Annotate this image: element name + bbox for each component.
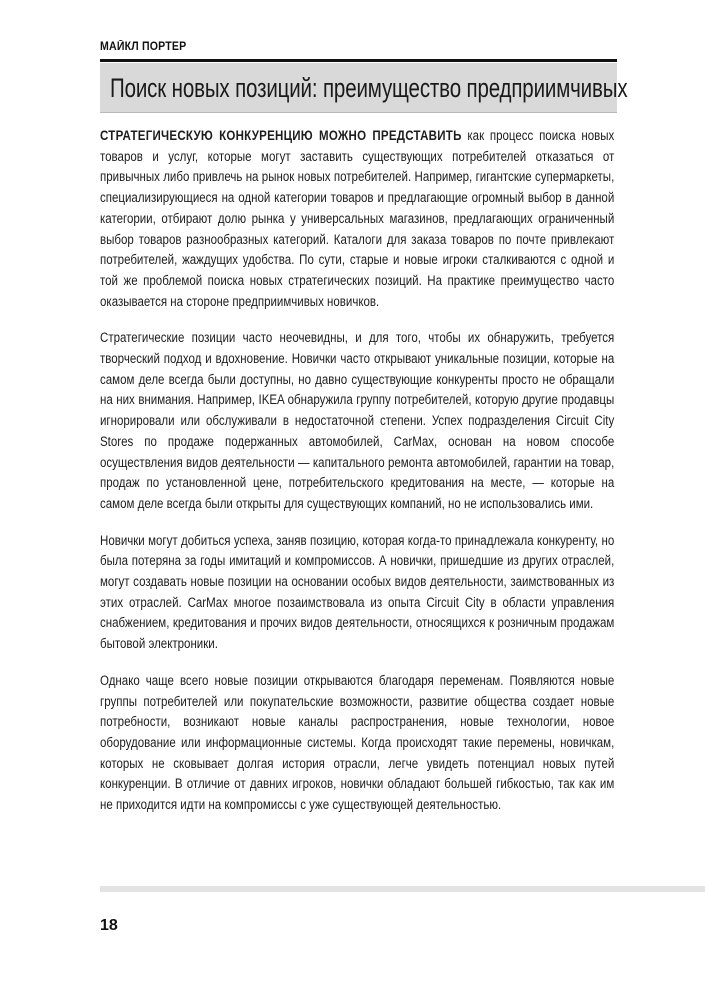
header-rule — [100, 59, 617, 62]
paragraph-1-lead: СТРАТЕГИЧЕСКУЮ КОНКУРЕНЦИЮ МОЖНО ПРЕДСТАВИТЬ — [100, 128, 462, 143]
footer-band — [100, 886, 705, 892]
paragraph-1-text: как процесс поиска новых товаров и услуг, которые могут заставить существующих потребителей отказаться от привычных либо привлечь на рынок новых потребителей. Например, гигантские супермаркеты, специализирующиеся на одной категории товаров и предлагающие огромный выбор в данной категории, отбирают долю рынка у универсальных магазинов, предлагающих ограниченный выбор товаров разнообразных категорий. Каталоги для заказа товаров по почте привлекают потребителей, жаждущих удобства. По сути, старые и новые игроки сталкиваются с одной и той же проблемой поиска новых стратегических позиций. На практике преимущество часто оказывается на стороне предприимчивых новичков. — [100, 128, 615, 309]
paragraph-2: Стратегические позиции часто неочевидны, и для того, чтобы их обнаружить, требуется творческий подход и вдохновение. Новички часто открывают уникальные позиции, которые на самом деле всегда были доступны, но давно существующие конкуренты просто не обращали на них внимания. Например, IKEA обнаружила группу потребителей, которую другие продавцы игнорировали или обслуживали в недостаточной степени. Успех подразделения Circuit City Stores по продаже подержанных автомобилей, CarMax, основан на новом способе осуществления видов деятельности — капитального ремонта автомобилей, гарантии на товар, продаж по установленной цене, потребительского кредитования на месте, — которые на самом деле всегда были открыты для существующих компаний, но не использовались ими. — [100, 330, 615, 511]
paragraph-3: Новички могут добиться успеха, заняв позицию, которая когда-то принадлежала конкуренту, но была потеряна за годы имитаций и компромиссов. А новички, пришедшие из других отраслей, могут создавать новые позиции на основании особых видов деятельности, заимствованных из этих отраслей. CarMax многое позаимствовала из опыта Circuit City в области управления снабжением, кредитования и прочих видов деятельности, относящихся к розничным продажам бытовой электроники. — [100, 532, 615, 652]
section-banner — [100, 63, 628, 113]
section-title: Поиск новых позиций: преимущество предприимчивых — [110, 73, 628, 103]
running-head: МАЙКЛ ПОРТЕР — [100, 41, 187, 53]
paragraph-1 — [100, 126, 614, 312]
paragraph-4: Однако чаще всего новые позиции открываются благодаря переменам. Появляются новые группы потребителей или покупательские возможности, развитие общества создает новые потребности, возникают новые каналы распространения, новые технологии, новое оборудование или информационные системы. Когда происходят такие перемены, новичкам, которых не сковывает долгая история отрасли, легче увидеть потенциал новых путей конкуренции. В отличие от давних игроков, новички обладают большей гибкостью, так как им не приходится идти на компромиссы с уже существующей деятельностью. — [100, 672, 615, 813]
body-text — [100, 126, 614, 832]
page-number: 18 — [100, 917, 118, 934]
